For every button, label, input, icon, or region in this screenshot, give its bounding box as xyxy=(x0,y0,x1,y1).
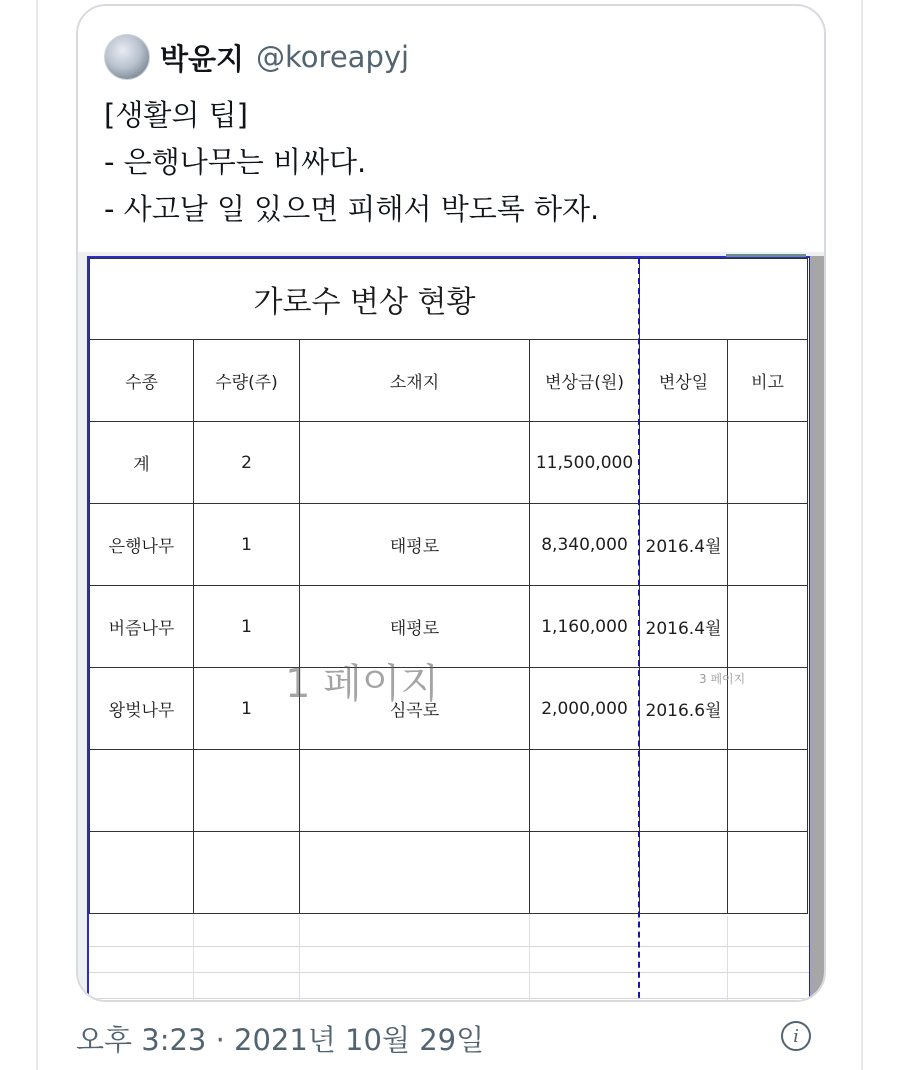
cell xyxy=(530,832,640,914)
cell: 2016.6월 xyxy=(640,668,728,750)
header-cell: 소재지 xyxy=(300,340,530,422)
sheet-edge-mark xyxy=(726,254,806,257)
sheet-gridline xyxy=(193,916,194,1000)
cell: 1 xyxy=(194,586,300,668)
cell: 2016.4월 xyxy=(640,504,728,586)
cell: 2 xyxy=(194,422,300,504)
title-empty-cell xyxy=(640,259,808,340)
info-icon[interactable]: i xyxy=(781,1021,811,1051)
sheet-gridline xyxy=(727,916,728,1000)
sheet-gridline xyxy=(89,998,809,999)
cell xyxy=(530,750,640,832)
cell: 2016.4월 xyxy=(640,586,728,668)
header-cell: 변상금(원) xyxy=(530,340,640,422)
cell: 심곡로 xyxy=(300,668,530,750)
cell: 1,160,000 xyxy=(530,586,640,668)
table-row xyxy=(90,750,808,832)
header-row xyxy=(90,340,808,422)
cell xyxy=(90,832,194,914)
thread-line-left xyxy=(36,0,38,1070)
sheet-scrollbar xyxy=(810,256,824,1000)
sheet-gridline xyxy=(89,946,809,947)
sheet-title: 가로수 변상 현황 xyxy=(90,259,640,340)
cell: 버즘나무 xyxy=(90,586,194,668)
cell: 8,340,000 xyxy=(530,504,640,586)
table-row xyxy=(90,586,808,668)
table-row xyxy=(90,832,808,914)
cell xyxy=(300,422,530,504)
quoted-tweet-card[interactable] xyxy=(76,4,826,1002)
header-cell: 수량(주) xyxy=(194,340,300,422)
header-cell: 변상일 xyxy=(640,340,728,422)
tweet-timestamp[interactable]: 오후 3:23 · 2021년 10월 29일 xyxy=(76,1023,485,1057)
author-handle[interactable]: @koreapyj xyxy=(256,40,410,74)
author-name[interactable]: 박윤지 xyxy=(160,41,245,76)
cell xyxy=(194,750,300,832)
table-row xyxy=(90,422,808,504)
thread-line-right xyxy=(861,0,863,1070)
tweet-text xyxy=(104,92,599,233)
page-watermark-small: 3 페이지 xyxy=(699,672,746,686)
sheet-gridline xyxy=(89,972,809,973)
damage-table xyxy=(89,258,808,914)
sheet-gridline xyxy=(299,916,300,1000)
cell: 은행나무 xyxy=(90,504,194,586)
cell: 왕벚나무 xyxy=(90,668,194,750)
cell: 1 xyxy=(194,504,300,586)
header-cell: 비고 xyxy=(728,340,808,422)
cell xyxy=(728,422,808,504)
cell xyxy=(728,750,808,832)
cell xyxy=(728,504,808,586)
cell: 태평로 xyxy=(300,586,530,668)
cell: 1 xyxy=(194,668,300,750)
spreadsheet-image[interactable] xyxy=(78,252,824,1000)
tweet-text-line: - 사고날 일 있으면 피해서 박도록 하자. xyxy=(104,192,600,226)
cell: 태평로 xyxy=(300,504,530,586)
table-row xyxy=(90,504,808,586)
cell: 2,000,000 xyxy=(530,668,640,750)
cell xyxy=(728,832,808,914)
cell xyxy=(640,832,728,914)
cell xyxy=(300,832,530,914)
page-watermark-main: 1 페이지 xyxy=(285,661,440,707)
cell xyxy=(90,750,194,832)
cell xyxy=(300,750,530,832)
cell xyxy=(640,422,728,504)
cell: 계 xyxy=(90,422,194,504)
cell: 11,500,000 xyxy=(530,422,640,504)
cell xyxy=(728,586,808,668)
spreadsheet-page xyxy=(87,256,812,1000)
sheet-gridline xyxy=(529,916,530,1000)
cell xyxy=(640,750,728,832)
page-break-line xyxy=(638,258,640,1000)
tweet-text-line: - 은행나무는 비싸다. xyxy=(104,145,367,179)
header-cell: 수종 xyxy=(90,340,194,422)
avatar[interactable] xyxy=(104,34,150,80)
tweet-author[interactable] xyxy=(104,34,409,80)
tweet-text-line: [생활의 팁] xyxy=(104,98,248,132)
cell xyxy=(194,832,300,914)
